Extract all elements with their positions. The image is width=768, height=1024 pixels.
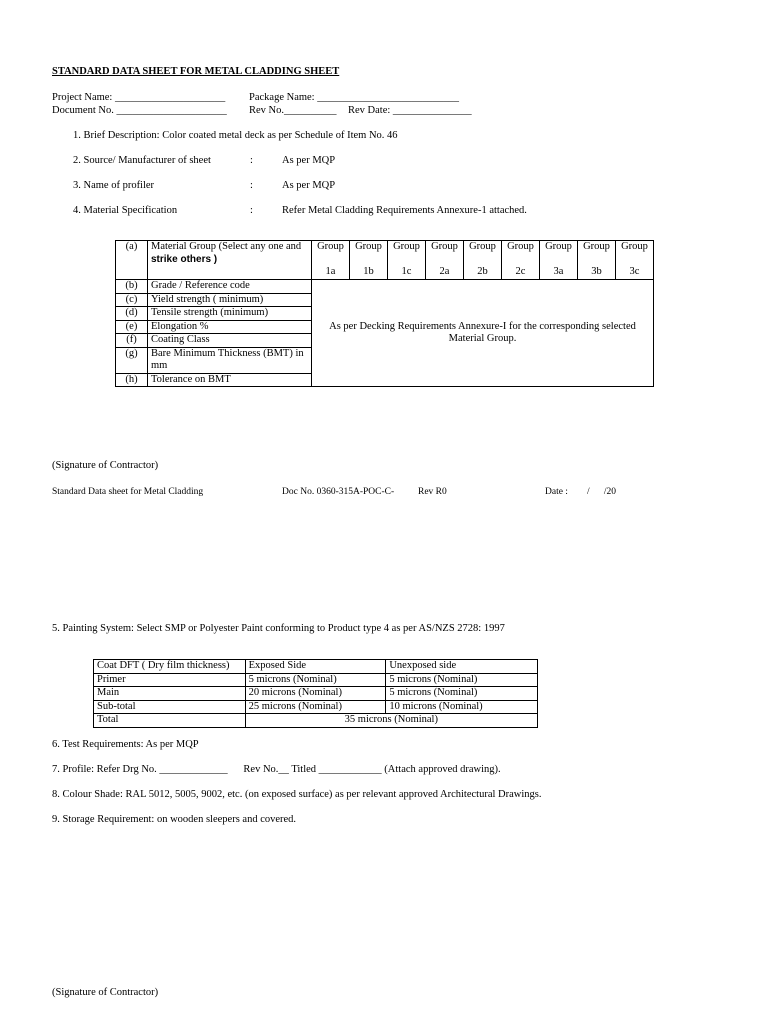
exposed-cell: 5 microns (Nominal) bbox=[245, 673, 386, 687]
item-3-label: 3. Name of profiler bbox=[73, 180, 155, 191]
item-6-test-requirements: 6. Test Requirements: As per MQP bbox=[52, 739, 199, 750]
group-code: 1c bbox=[401, 265, 412, 277]
material-group-text: Material Group (Select any one and bbox=[151, 241, 302, 252]
item-4-label: 4. Material Specification bbox=[73, 205, 178, 216]
group-1b-cell[interactable] bbox=[350, 241, 388, 280]
group-label: Group bbox=[393, 241, 420, 252]
exposed-cell: 20 microns (Nominal) bbox=[245, 687, 386, 701]
group-label: Group bbox=[469, 241, 496, 252]
group-label: Group bbox=[355, 241, 382, 252]
col-header: Exposed Side bbox=[245, 660, 386, 674]
footer-date: Date : / /20 bbox=[545, 487, 616, 497]
package-name-field: Package Name: ___________________________ bbox=[249, 92, 459, 103]
annexure-note: As per Decking Requirements Annexure-I for the corresponding selected Material Group. bbox=[312, 280, 654, 387]
footer-rev: Rev R0 bbox=[418, 487, 447, 497]
material-row-b bbox=[116, 280, 654, 294]
group-code: 2a bbox=[439, 265, 450, 277]
group-1a-cell[interactable] bbox=[312, 241, 350, 280]
col-header: Unexposed side bbox=[386, 660, 538, 674]
document-no-field: Document No. _____________________ bbox=[52, 105, 227, 116]
row-label: Bare Minimum Thickness (BMT) in mm bbox=[148, 347, 312, 373]
material-group-label bbox=[148, 241, 312, 280]
unexposed-cell: 5 microns (Nominal) bbox=[386, 673, 538, 687]
item-3-value: As per MQP bbox=[282, 180, 336, 191]
group-code: 1b bbox=[363, 265, 374, 277]
item-1-description: 1. Brief Description: Color coated metal deck as per Schedule of Item No. 46 bbox=[73, 130, 398, 141]
material-row-a bbox=[116, 241, 654, 280]
group-3c-cell[interactable] bbox=[616, 241, 654, 280]
unexposed-cell: 10 microns (Nominal) bbox=[386, 700, 538, 714]
group-code: 3c bbox=[629, 265, 640, 277]
paint-row-total bbox=[94, 714, 538, 728]
coat-cell: Sub-total bbox=[94, 700, 246, 714]
col-header: Coat DFT ( Dry film thickness) bbox=[94, 660, 246, 674]
group-1c-cell[interactable] bbox=[388, 241, 426, 280]
row-code: (e) bbox=[116, 320, 148, 334]
group-code: 2b bbox=[477, 265, 488, 277]
group-label: Group bbox=[431, 241, 458, 252]
group-label: Group bbox=[583, 241, 610, 252]
row-label: Elongation % bbox=[148, 320, 312, 334]
material-spec-table bbox=[115, 240, 654, 387]
coat-cell: Primer bbox=[94, 673, 246, 687]
footer-doc-title: Standard Data sheet for Metal Cladding bbox=[52, 487, 204, 497]
group-2c-cell[interactable] bbox=[502, 241, 540, 280]
item-4-value: Refer Metal Cladding Requirements Annexure-1 attached. bbox=[282, 205, 527, 216]
row-label: Coating Class bbox=[148, 334, 312, 348]
coat-cell: Total bbox=[94, 714, 246, 728]
group-code: 2c bbox=[515, 265, 526, 277]
coat-cell: Main bbox=[94, 687, 246, 701]
row-code: (f) bbox=[116, 334, 148, 348]
total-value-cell: 35 microns (Nominal) bbox=[245, 714, 537, 728]
row-code: (h) bbox=[116, 373, 148, 387]
group-code: 3a bbox=[553, 265, 564, 277]
row-label: Yield strength ( minimum) bbox=[148, 293, 312, 307]
group-3a-cell[interactable] bbox=[540, 241, 578, 280]
unexposed-cell: 5 microns (Nominal) bbox=[386, 687, 538, 701]
item-2-value: As per MQP bbox=[282, 155, 336, 166]
row-code: (g) bbox=[116, 347, 148, 373]
strike-others-text: strike others ) bbox=[151, 253, 218, 265]
item-3-colon: : bbox=[250, 180, 253, 191]
item-7-profile: 7. Profile: Refer Drg No. _____________ Rev No.__ Titled ____________ (Attach approved drawing). bbox=[52, 764, 501, 775]
project-name-field: Project Name: _____________________ bbox=[52, 92, 226, 103]
item-8-colour-shade: 8. Colour Shade: RAL 5012, 5005, 9002, etc. (on exposed surface) as per relevant approved Architectural Drawings. bbox=[52, 789, 542, 800]
row-label: Grade / Reference code bbox=[148, 280, 312, 294]
row-label: Tensile strength (minimum) bbox=[148, 307, 312, 321]
item-5-painting-system: 5. Painting System: Select SMP or Polyester Paint conforming to Product type 4 as per AS/NZS 2728: 1997 bbox=[52, 623, 505, 634]
paint-row-subtotal bbox=[94, 700, 538, 714]
item-2-label: 2. Source/ Manufacturer of sheet bbox=[73, 155, 211, 166]
row-code: (b) bbox=[116, 280, 148, 294]
group-2a-cell[interactable] bbox=[426, 241, 464, 280]
page-title: STANDARD DATA SHEET FOR METAL CLADDING SHEET bbox=[52, 66, 340, 77]
rev-date-field: Rev Date: _______________ bbox=[348, 105, 472, 116]
paint-row-main bbox=[94, 687, 538, 701]
group-code: 1a bbox=[325, 265, 336, 277]
row-code: (d) bbox=[116, 307, 148, 321]
group-label: Group bbox=[507, 241, 534, 252]
row-code: (c) bbox=[116, 293, 148, 307]
rev-no-field: Rev No.__________ bbox=[249, 105, 337, 116]
group-label: Group bbox=[621, 241, 648, 252]
group-label: Group bbox=[317, 241, 344, 252]
item-2-colon: : bbox=[250, 155, 253, 166]
contractor-signature: (Signature of Contractor) bbox=[52, 460, 159, 471]
paint-row-primer bbox=[94, 673, 538, 687]
item-4-colon: : bbox=[250, 205, 253, 216]
item-9-storage: 9. Storage Requirement: on wooden sleepers and covered. bbox=[52, 814, 297, 825]
group-3b-cell[interactable] bbox=[578, 241, 616, 280]
group-code: 3b bbox=[591, 265, 602, 277]
row-code: (a) bbox=[116, 241, 148, 280]
group-label: Group bbox=[545, 241, 572, 252]
footer-doc-no: Doc No. 0360-315A-POC-C- bbox=[282, 487, 395, 497]
contractor-signature-bottom: (Signature of Contractor) bbox=[52, 987, 159, 998]
paint-header-row bbox=[94, 660, 538, 674]
group-2b-cell[interactable] bbox=[464, 241, 502, 280]
row-label: Tolerance on BMT bbox=[148, 373, 312, 387]
paint-dft-table bbox=[93, 659, 538, 728]
exposed-cell: 25 microns (Nominal) bbox=[245, 700, 386, 714]
